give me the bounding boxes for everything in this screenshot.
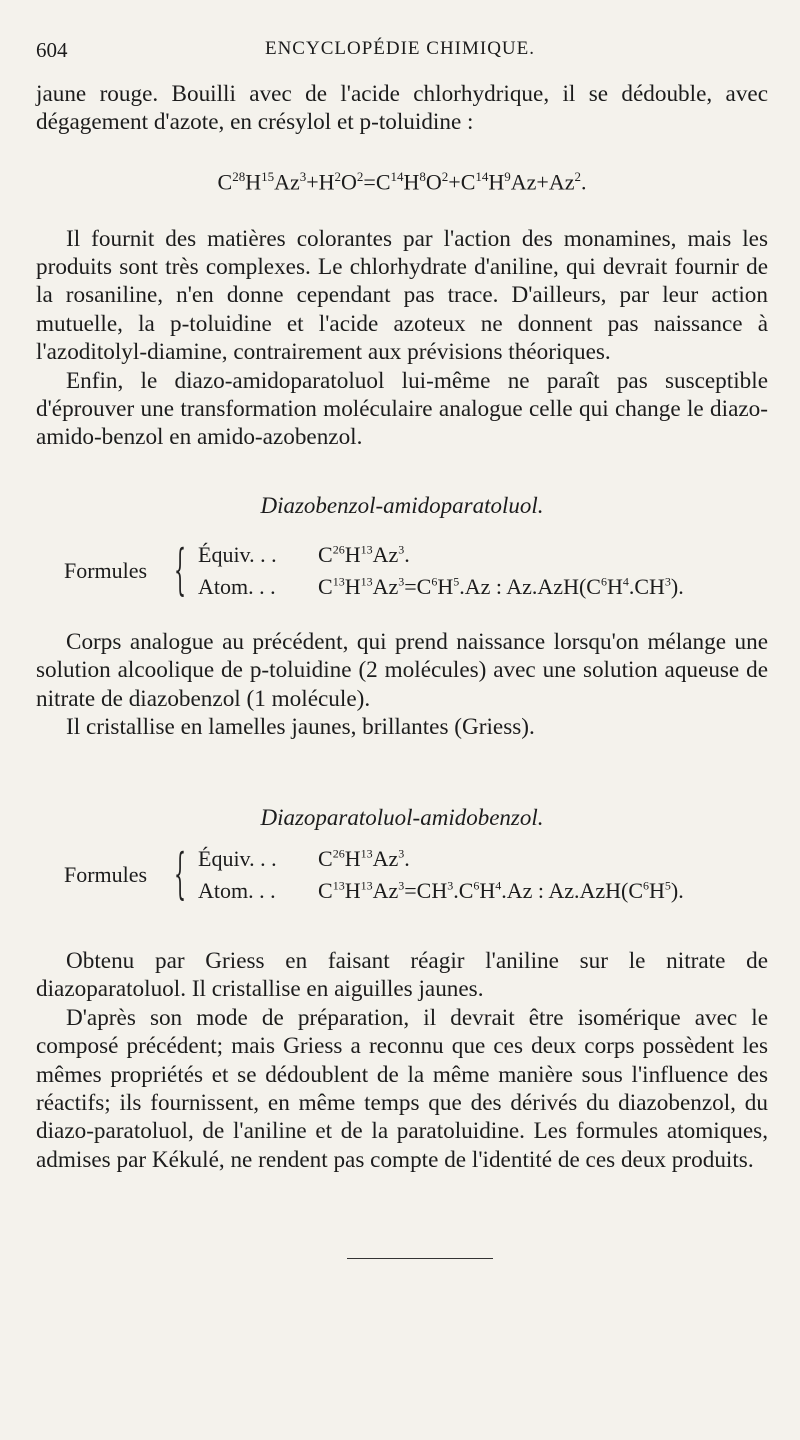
paragraph: Corps analogue au précédent, qui prend naissance lorsqu'on mélange une solution alcoolique de p-toluidine (2 molécules) avec une solution aqueuse de nitrate de diazobenzol (1 molécule). — [36, 629, 768, 712]
section-title — [36, 804, 768, 832]
equation: $C^{28}H^{15}Az^3+H^2O^2=C^{14}H^8O^2+C^{14}H^9Az+Az^2$. — [217, 168, 587, 195]
paragraph: Obtenu par Griess en faisant réagir l'aniline sur le nitrate de diazoparatoluol. Il cristallise en aiguilles jaunes. — [36, 948, 768, 1003]
page-number: 604 — [36, 38, 68, 62]
atom-formula: Atom. . . $C^{13}H^{13}Az^3=CH^3.C^6H^4.Az$ : $Az.AzH(C^6H^5)$. — [198, 878, 684, 903]
running-title: ENCYCLOPÉDIE CHIMIQUE. — [264, 38, 536, 59]
section2-text — [36, 947, 768, 1174]
compound-title: Diazoparatoluol-amidobenzol. — [260, 805, 544, 830]
paragraph: jaune rouge. Bouilli avec de l'acide chlorhydrique, il se dédouble, avec dégagement d'azote, en crésylol et p-toluidine : — [36, 81, 768, 136]
paragraph: Enfin, le diazo-amidoparatoluol lui-même ne paraît pas susceptible d'éprouver une transformation moléculaire analogue celle qui change le diazo-amido-benzol en amido-azobenzol. — [36, 367, 768, 451]
formulas-label: Formules — [64, 862, 148, 887]
compound-title: Diazobenzol-amidoparatoluol. — [260, 493, 544, 518]
intro-text — [36, 80, 768, 452]
section1-text — [36, 628, 768, 742]
section-title — [36, 492, 768, 520]
equiv-formula: Équiv. . . $C^{26}H^{13}Az^3$. — [198, 542, 410, 567]
brace-icon: { — [174, 842, 187, 905]
atom-formula: Atom. . . $C^{13}H^{13}Az^3=C^6H^5.Az$ : $Az.AzH(C^6H^4.CH^3)$. — [198, 574, 684, 599]
brace-icon: { — [174, 538, 187, 601]
paragraph: D'après son mode de préparation, il devrait être isomérique avec le composé précédent; mais Griess a reconnu que ces deux corps possèdent les mêmes propriétés et se dédoublent de la même manière sous l'influence des réactifs; ils fournissent, en même temps que des dérivés du diazobenzol, du diazo-paratoluol, de l'aniline et de la paratoluidine. Les formules atomiques, admises par Kékulé, ne rendent pas compte de l'identité de ces deux produits. — [36, 1004, 768, 1173]
formula-block — [64, 844, 764, 914]
formula-block — [64, 540, 764, 610]
formulas-label: Formules — [64, 558, 148, 583]
end-rule — [347, 1258, 493, 1259]
paragraph: Il cristallise en lamelles jaunes, brillantes (Griess). — [66, 714, 535, 741]
paragraph: Il fournit des matières colorantes par l'action des monamines, mais les produits sont très complexes. Le chlorhydrate d'aniline, qui devrait fournir de la rosaniline, n'en donne cependant pas trace. D'ailleurs, par leur action mutuelle, la p-toluidine et l'acide azoteux ne donnent pas naissance à l'azoditolyl-diamine, contrairement aux prévisions théoriques. — [36, 225, 768, 366]
page-header — [36, 38, 764, 68]
equiv-formula: Équiv. . . $C^{26}H^{13}Az^3$. — [198, 846, 410, 871]
